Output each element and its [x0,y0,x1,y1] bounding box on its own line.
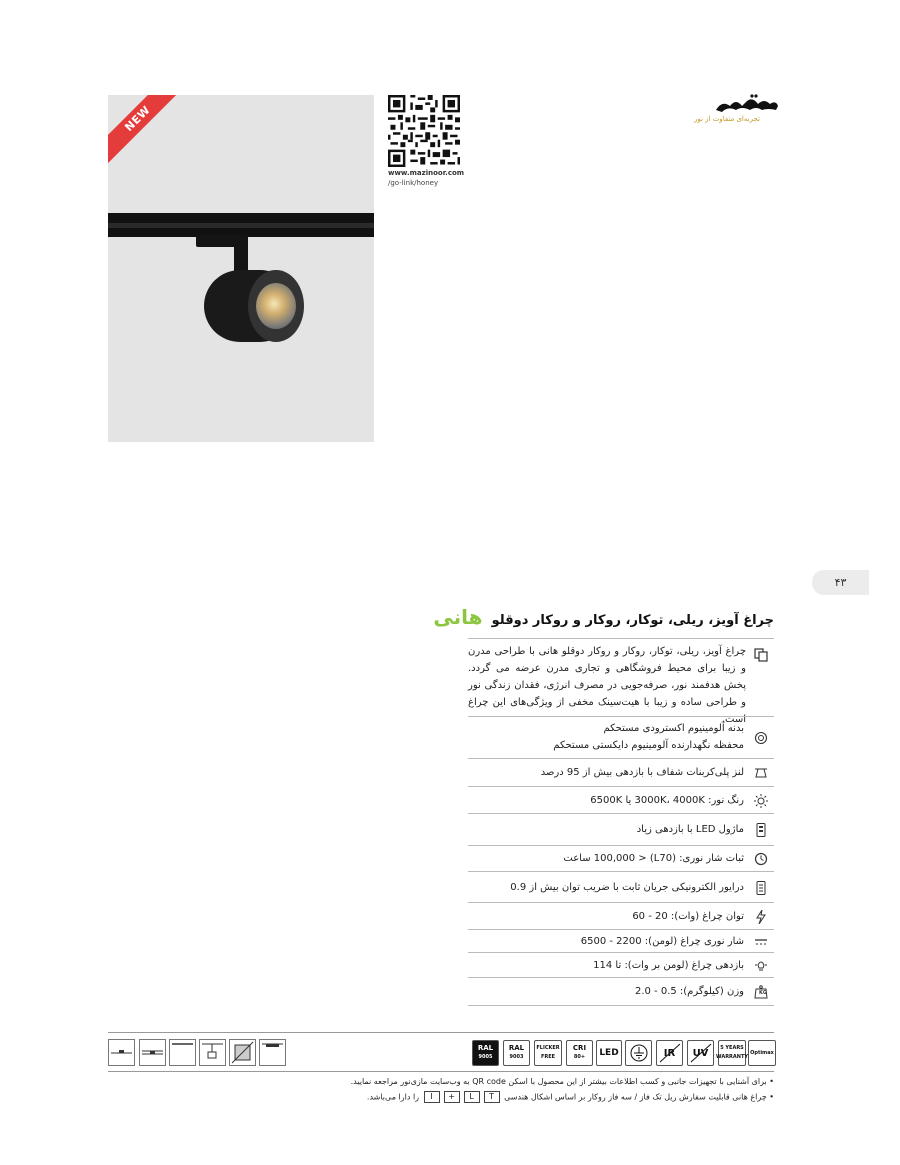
feature-text: ثبات شار نوری: (L70) < 100,000 ساعت [563,853,744,864]
cri-icon [566,1040,593,1066]
product-photo [108,95,374,442]
feature-text: وزن (کیلوگرم): 0.5 - 2.0 [634,986,744,997]
feature-text: لنز پلی‌کربنات شفاف با بازدهی بیش از 95 درصد [540,767,744,778]
flicker-free-icon [534,1040,562,1066]
feature-text: توان چراغ (وات): 20 - 60 [632,911,744,922]
feature-row [468,952,774,978]
feature-row [468,716,774,759]
mount-recessed-icon [169,1039,196,1066]
track-rail-groove [108,223,374,228]
cert-label-bottom: 9005 [478,1054,493,1060]
feature-list-end-divider [468,1005,774,1006]
feature-row [468,845,774,872]
cert-label-top: RAL [477,1044,494,1052]
warranty-icon [718,1040,746,1066]
feature-row [468,786,774,814]
feature-text: درایور الکترونیکی جریان ثابت با ضریب توان بیش از 0.9 [510,882,744,893]
mount-not-applicable-icon [229,1039,256,1066]
sun-icon [754,794,768,808]
mount-track-icon [139,1039,166,1066]
ir-icon [656,1040,683,1066]
lens-icon [754,766,768,780]
note-qr: • برای آشنایی با تجهیزات جانبی و کسب اطلاعات بیشتر از این محصول با اسکن QR code به وب‌سایت مازی‌نور مراجعه نمایید. [350,1077,774,1086]
weight-badge-label: KG [759,990,767,996]
cert-label-top: CRI [572,1044,587,1052]
clock-icon [754,852,768,866]
feature-text: بدنه آلومینیوم اکسترودی مستحکم [603,723,744,734]
led-module-icon [754,823,768,837]
body-icon [754,731,768,745]
feature-row [468,758,774,787]
cert-label-top: FLICKER [536,1045,560,1051]
description-icon [754,648,768,662]
shape-i: I [424,1091,440,1103]
cert-label-top: LED [599,1047,619,1058]
ral-9003-icon [503,1040,530,1066]
title-highlight: هانی [433,605,483,629]
note-shapes-suffix: را دارا می‌باشد. [366,1092,420,1102]
description-text: چراغ آویز، ریلی، توکار، روکار و روکار دوقلو هانی با طراحی مدرن و زیبا برای محیط فروشگاهی و تجاری مدرن عرضه می گردد. پخش هدفمند نور، صرفه‌جویی در مصرف انرژی، فقدان زندگی نور و طراحی ساده و زیبا با هیت‌سینک مخفی از ویژگی‌های این چراغ است. [468,646,746,725]
flux-icon [754,935,768,949]
led-icon [596,1040,622,1066]
cert-label-top: 5 YEARS [720,1045,744,1051]
shape-l: L [464,1091,480,1103]
driver-icon [754,881,768,895]
page-number-tab: ۴۳ [812,570,869,595]
feature-text: رنگ نور: 3000K، 4000K یا 6500K [590,795,744,806]
feature-text: ماژول LED با بازدهی زیاد [636,824,744,835]
optimax-icon [748,1040,776,1066]
fixture-lens [256,283,296,329]
uv-icon [687,1040,714,1066]
feature-row [468,871,774,903]
cert-label-top: RAL [508,1044,525,1052]
qr-code-icon[interactable] [388,95,460,167]
mount-pendant-icon [199,1039,226,1066]
cert-label-bottom: FREE [540,1054,556,1060]
feature-text: محفظه نگهدارنده آلومینیوم دایکستی مستحکم [553,740,744,751]
website-url[interactable]: www.mazinoor.com [388,169,465,177]
feature-row [468,813,774,846]
cert-row-bottom-divider [108,1071,774,1072]
description-block [468,638,774,725]
feature-row [468,929,774,953]
cert-label-bottom: WARRANTY [716,1054,748,1060]
mount-surface-icon [259,1039,286,1066]
cert-label: UV [692,1047,709,1059]
cert-label: IR [663,1047,676,1059]
feature-text: بازدهی چراغ (لومن بر وات): تا 114 [593,960,744,971]
ground-icon [625,1040,652,1066]
note-track-shapes: • چراغ هانی قابلیت سفارش ریل تک فاز / سه فاز روکار بر اساس اشکال هندسی TL+I را دارا می‌باشد. [366,1092,774,1102]
cert-label-top: Optimax [750,1049,774,1056]
note-shapes-prefix: چراغ هانی قابلیت سفارش ریل تک فاز / سه فاز روکار بر اساس اشکال هندسی [504,1092,767,1102]
title-main: چراغ آویز، ریلی، توکار، روکار و روکار دوقلو [491,613,774,628]
power-icon [754,910,768,924]
cert-label-bottom: 80+ [573,1054,586,1060]
cert-row-top-divider [108,1032,774,1033]
note-qr-text: برای آشنایی با تجهیزات جانبی و کسب اطلاعات بیشتر از این محصول با اسکن QR code به وب‌سایت مازی‌نور مراجعه نمایید. [350,1077,767,1086]
cert-label-bottom: 9003 [509,1054,524,1060]
shape-t: T [484,1091,500,1103]
new-ribbon: NEW [108,95,187,168]
website-path[interactable]: /go-link/honey [388,179,439,187]
feature-text: شار نوری چراغ (لومن): 2200 - 6500 [580,936,744,947]
feature-row [468,902,774,930]
logo-tagline: تجربه‌ای متفاوت از نور [694,115,760,123]
product-title [433,605,774,629]
mount-track-single-icon [108,1039,135,1066]
efficacy-icon [754,959,768,973]
shape-plus: + [444,1091,460,1103]
ral-9005-icon [472,1040,499,1066]
feature-row [468,977,774,1006]
